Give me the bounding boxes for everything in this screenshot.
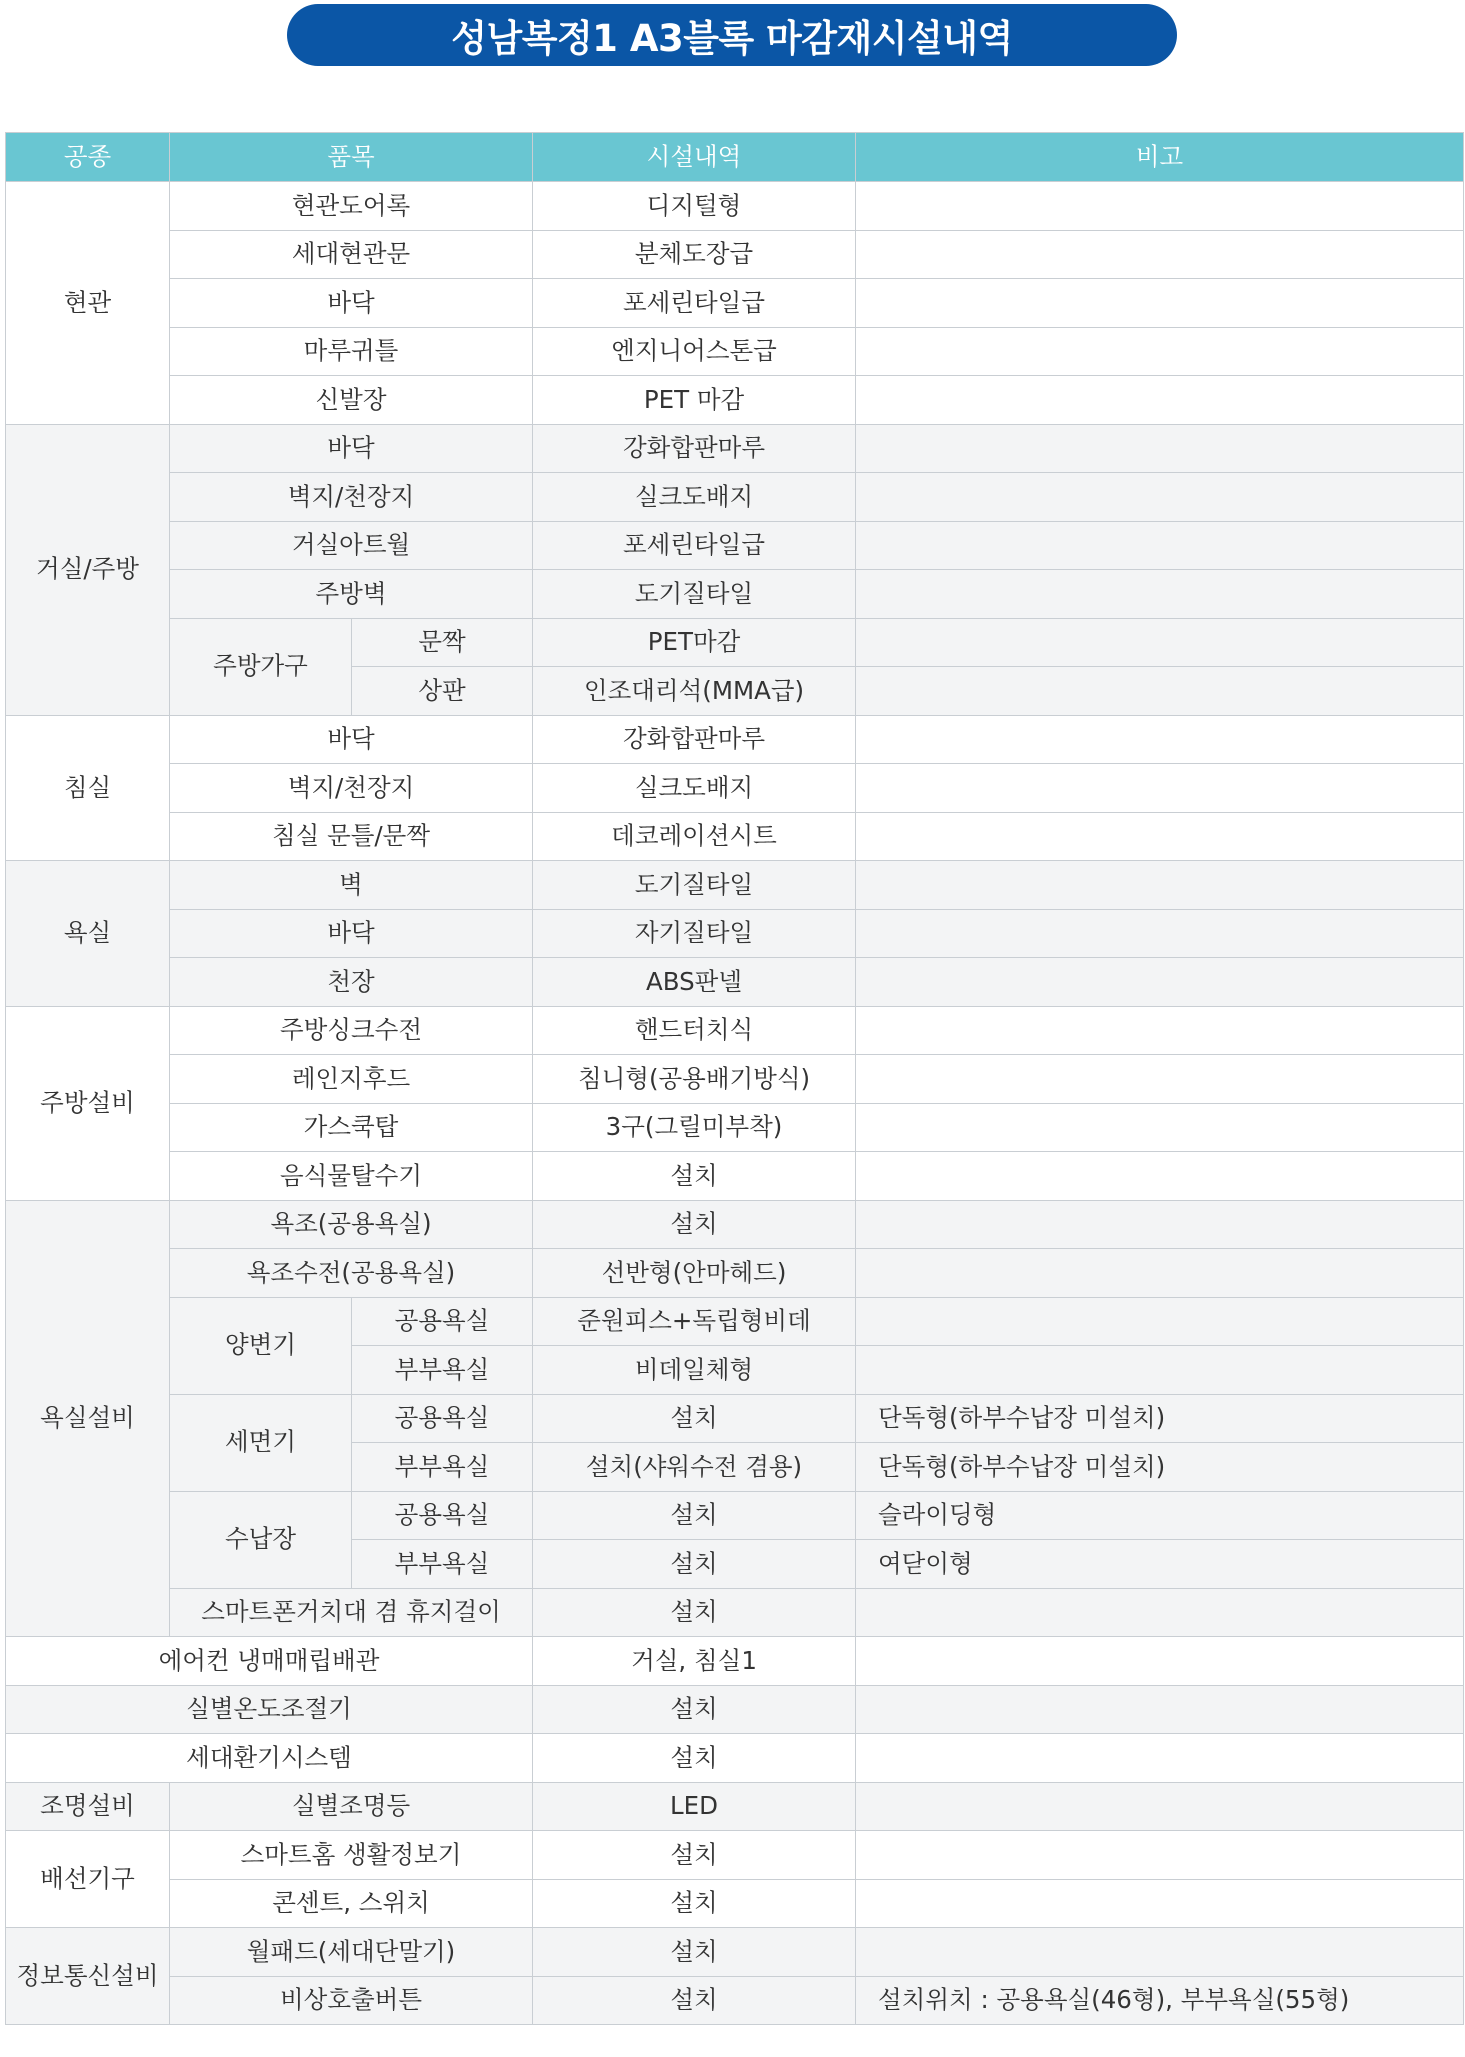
note-cell	[856, 1346, 1464, 1395]
category-cell: 주방설비	[6, 1006, 170, 1200]
item-cell: 마루귀틀	[170, 327, 533, 376]
note-cell	[856, 1928, 1464, 1977]
item-cell: 스마트폰거치대 겸 휴지걸이	[170, 1588, 533, 1637]
item-cell: 실별조명등	[170, 1782, 533, 1831]
table-row	[6, 1734, 1464, 1783]
spec-cell: PET마감	[533, 618, 856, 667]
subgroup-cell: 주방가구	[170, 618, 352, 715]
spec-cell: 포세린타일급	[533, 279, 856, 328]
note-cell	[856, 1637, 1464, 1686]
category-cell: 욕실	[6, 861, 170, 1007]
note-cell	[856, 570, 1464, 619]
category-cell: 거실/주방	[6, 424, 170, 715]
sub-item-cell: 부부욕실	[352, 1346, 533, 1395]
note-cell	[856, 1734, 1464, 1783]
spec-cell: 거실, 침실1	[533, 1637, 856, 1686]
subgroup-cell: 수납장	[170, 1491, 352, 1588]
note-cell	[856, 1006, 1464, 1055]
spec-cell: 강화합판마루	[533, 424, 856, 473]
sub-item-cell: 공용욕실	[352, 1297, 533, 1346]
note-cell	[856, 1588, 1464, 1637]
table-row	[6, 1685, 1464, 1734]
header-note: 비고	[856, 133, 1464, 182]
item-cell: 비상호출버튼	[170, 1976, 533, 2025]
note-cell	[856, 1831, 1464, 1880]
table-row	[6, 1200, 1464, 1249]
note-cell: 단독형(하부수납장 미설치)	[856, 1394, 1464, 1443]
category-cell: 조명설비	[6, 1782, 170, 1831]
item-cell: 가스쿡탑	[170, 1103, 533, 1152]
table-row	[6, 618, 1464, 667]
spec-cell: 설치	[533, 1491, 856, 1540]
table-row	[6, 570, 1464, 619]
spec-cell: 설치	[533, 1394, 856, 1443]
item-cell: 거실아트월	[170, 521, 533, 570]
note-cell	[856, 715, 1464, 764]
item-cell: 세대환기시스템	[6, 1734, 533, 1783]
note-cell	[856, 473, 1464, 522]
header-category: 공종	[6, 133, 170, 182]
note-cell	[856, 1297, 1464, 1346]
item-cell: 천장	[170, 958, 533, 1007]
spec-cell: 설치	[533, 1879, 856, 1928]
table-row	[6, 715, 1464, 764]
spec-cell: 도기질타일	[533, 861, 856, 910]
sub-item-cell: 상판	[352, 667, 533, 716]
note-cell	[856, 861, 1464, 910]
note-cell	[856, 1152, 1464, 1201]
table-row	[6, 861, 1464, 910]
item-cell: 벽	[170, 861, 533, 910]
note-cell	[856, 1200, 1464, 1249]
item-cell: 레인지후드	[170, 1055, 533, 1104]
item-cell: 욕조수전(공용욕실)	[170, 1249, 533, 1298]
table-row	[6, 1297, 1464, 1346]
spec-cell: 설치	[533, 1685, 856, 1734]
category-cell: 현관	[6, 182, 170, 425]
table-row	[6, 1103, 1464, 1152]
item-cell: 바닥	[170, 715, 533, 764]
item-cell: 신발장	[170, 376, 533, 425]
spec-cell: 설치	[533, 1928, 856, 1977]
spec-cell: ABS판넬	[533, 958, 856, 1007]
spec-cell: 디지털형	[533, 182, 856, 231]
sub-item-cell: 부부욕실	[352, 1443, 533, 1492]
note-cell	[856, 1103, 1464, 1152]
table-row	[6, 764, 1464, 813]
spec-cell: 설치	[533, 1976, 856, 2025]
category-cell: 정보통신설비	[6, 1928, 170, 2025]
note-cell	[856, 812, 1464, 861]
spec-cell: 데코레이션시트	[533, 812, 856, 861]
spec-cell: 실크도배지	[533, 764, 856, 813]
note-cell	[856, 618, 1464, 667]
spec-cell: 3구(그릴미부착)	[533, 1103, 856, 1152]
table-row	[6, 909, 1464, 958]
spec-cell: 설치	[533, 1734, 856, 1783]
spec-cell: 인조대리석(MMA급)	[533, 667, 856, 716]
note-cell: 단독형(하부수납장 미설치)	[856, 1443, 1464, 1492]
item-cell: 주방벽	[170, 570, 533, 619]
item-cell: 현관도어록	[170, 182, 533, 231]
note-cell	[856, 230, 1464, 279]
table-row	[6, 1055, 1464, 1104]
spec-cell: 설치	[533, 1152, 856, 1201]
category-cell: 배선기구	[6, 1831, 170, 1928]
item-cell: 음식물탈수기	[170, 1152, 533, 1201]
spec-cell: 설치	[533, 1588, 856, 1637]
spec-cell: 도기질타일	[533, 570, 856, 619]
table-row	[6, 1249, 1464, 1298]
table-row	[6, 1976, 1464, 2025]
category-cell: 침실	[6, 715, 170, 861]
note-cell	[856, 279, 1464, 328]
item-cell: 침실 문틀/문짝	[170, 812, 533, 861]
sub-item-cell: 부부욕실	[352, 1540, 533, 1589]
note-cell	[856, 182, 1464, 231]
spec-cell: 비데일체형	[533, 1346, 856, 1395]
table-row	[6, 1491, 1464, 1540]
note-cell	[856, 1685, 1464, 1734]
table-row	[6, 1928, 1464, 1977]
spec-cell: 침니형(공용배기방식)	[533, 1055, 856, 1104]
header-spec: 시설내역	[533, 133, 856, 182]
spec-cell: 핸드터치식	[533, 1006, 856, 1055]
item-cell: 벽지/천장지	[170, 473, 533, 522]
table-row	[6, 1394, 1464, 1443]
note-cell: 여닫이형	[856, 1540, 1464, 1589]
table-row	[6, 958, 1464, 1007]
table-row	[6, 1782, 1464, 1831]
sub-item-cell: 공용욕실	[352, 1394, 533, 1443]
note-cell	[856, 1782, 1464, 1831]
spec-cell: 설치	[533, 1831, 856, 1880]
note-cell: 설치위치 : 공용욕실(46형), 부부욕실(55형)	[856, 1976, 1464, 2025]
item-cell: 바닥	[170, 424, 533, 473]
note-cell	[856, 327, 1464, 376]
item-cell: 바닥	[170, 909, 533, 958]
table-row	[6, 1831, 1464, 1880]
note-cell	[856, 1879, 1464, 1928]
note-cell	[856, 909, 1464, 958]
table-row	[6, 376, 1464, 425]
spec-cell: 엔지니어스톤급	[533, 327, 856, 376]
spec-cell: 설치(샤워수전 겸용)	[533, 1443, 856, 1492]
table-row	[6, 1588, 1464, 1637]
item-cell: 에어컨 냉매매립배관	[6, 1637, 533, 1686]
item-cell: 스마트홈 생활정보기	[170, 1831, 533, 1880]
spec-cell: 준원피스+독립형비데	[533, 1297, 856, 1346]
item-cell: 주방싱크수전	[170, 1006, 533, 1055]
spec-cell: 자기질타일	[533, 909, 856, 958]
table-row	[6, 1152, 1464, 1201]
spec-cell: 분체도장급	[533, 230, 856, 279]
spec-cell: 포세린타일급	[533, 521, 856, 570]
sub-item-cell: 공용욕실	[352, 1491, 533, 1540]
category-cell: 욕실설비	[6, 1200, 170, 1637]
finish-spec-table	[5, 132, 1464, 2025]
table-row	[6, 230, 1464, 279]
note-cell	[856, 764, 1464, 813]
spec-cell: 설치	[533, 1200, 856, 1249]
item-cell: 월패드(세대단말기)	[170, 1928, 533, 1977]
spec-cell: PET 마감	[533, 376, 856, 425]
table-header-row	[6, 133, 1464, 182]
spec-cell: 설치	[533, 1540, 856, 1589]
item-cell: 콘센트, 스위치	[170, 1879, 533, 1928]
header-item: 품목	[170, 133, 533, 182]
note-cell	[856, 958, 1464, 1007]
note-cell	[856, 667, 1464, 716]
item-cell: 바닥	[170, 279, 533, 328]
item-cell: 실별온도조절기	[6, 1685, 533, 1734]
table-row	[6, 1006, 1464, 1055]
spec-cell: 선반형(안마헤드)	[533, 1249, 856, 1298]
table-row	[6, 473, 1464, 522]
note-cell	[856, 376, 1464, 425]
spec-cell: 실크도배지	[533, 473, 856, 522]
table-row	[6, 812, 1464, 861]
table-row	[6, 1637, 1464, 1686]
table-row	[6, 327, 1464, 376]
table-row	[6, 182, 1464, 231]
subgroup-cell: 양변기	[170, 1297, 352, 1394]
table-row	[6, 521, 1464, 570]
item-cell: 욕조(공용욕실)	[170, 1200, 533, 1249]
note-cell	[856, 424, 1464, 473]
spec-cell: LED	[533, 1782, 856, 1831]
table-row	[6, 1879, 1464, 1928]
table-row	[6, 279, 1464, 328]
note-cell	[856, 1249, 1464, 1298]
table-row	[6, 424, 1464, 473]
page-title: 성남복정1 A3블록 마감재시설내역	[287, 4, 1177, 66]
subgroup-cell: 세면기	[170, 1394, 352, 1491]
note-cell: 슬라이딩형	[856, 1491, 1464, 1540]
spec-cell: 강화합판마루	[533, 715, 856, 764]
note-cell	[856, 1055, 1464, 1104]
item-cell: 벽지/천장지	[170, 764, 533, 813]
item-cell: 세대현관문	[170, 230, 533, 279]
sub-item-cell: 문짝	[352, 618, 533, 667]
note-cell	[856, 521, 1464, 570]
